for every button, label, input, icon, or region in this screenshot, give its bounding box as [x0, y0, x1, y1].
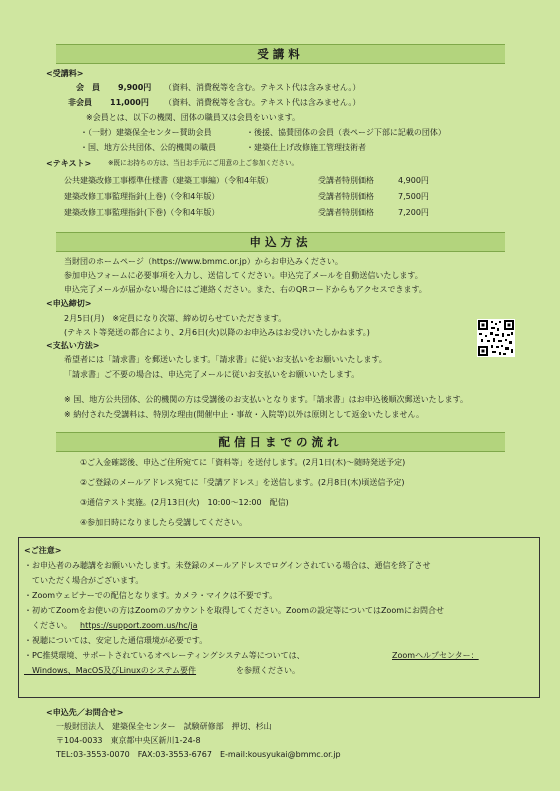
textbook-name: 建築改修工事監理指針(下巻)（令和4年版） — [64, 208, 220, 217]
payment-heading: <支払い方法> — [46, 341, 100, 350]
zoom-help-link[interactable]: Zoomヘルプセンター： — [392, 651, 479, 660]
textbook-price: 7,200円 — [398, 208, 429, 217]
member-price: 9,900円 — [118, 83, 152, 92]
deadline-heading: <申込締切> — [46, 299, 92, 308]
notice-line: ていただく場合がございます。 — [24, 576, 144, 585]
text-heading: <テキスト> — [46, 159, 92, 168]
notice-line: ・お申込者のみ聴講をお願いいたします。未登録のメールアドレスでログインされている場合は、通信を終了させ — [24, 561, 431, 570]
apply-note: ※ 国、地方公共団体、公的機関の方は受講後のお支払いとなります。「請求書」はお申込後順次郵送いたします。 — [64, 395, 468, 404]
section-title-fee: 受講料 — [56, 44, 505, 64]
payment-line: 「請求書」ご不要の場合は、申込完了メールに従いお支払いをお願いいたします。 — [64, 370, 360, 379]
notice-line: ・初めてZoomをお使いの方はZoomのアカウントを取得してください。Zoomの設定等についてはZoomにお問合せ — [24, 606, 445, 615]
qr-code[interactable] — [477, 319, 515, 357]
section-title-flow: 配信日までの流れ — [56, 432, 505, 452]
notice-line: ・視聴については、安定した通信環境が必要です。 — [24, 636, 208, 645]
text-note: ※既にお持ちの方は、当日お手元にご用意の上ご参加ください。 — [108, 159, 299, 167]
textbook-price-label: 受講者特別価格 — [318, 176, 374, 185]
textbook-price-label: 受講者特別価格 — [318, 192, 374, 201]
member-label: 会 員 — [76, 83, 100, 92]
textbook-price: 4,900円 — [398, 176, 429, 185]
textbook-name: 公共建築改修工事標準仕様書（建築工事編）（令和4年版） — [64, 176, 274, 185]
flow-step: ③通信テスト実施。(2月13日(火) 10:00～12:00 配信) — [80, 498, 289, 507]
textbook-price-label: 受講者特別価格 — [318, 208, 374, 217]
contact-tel: TEL:03-3553-0070 FAX:03-3553-6767 E-mail:kousyukai@bmmc.or.jp — [56, 750, 341, 759]
nonmember-price: 11,000円 — [110, 98, 149, 107]
member-definition: ※会員とは、以下の機関、団体の職員又は会員をいいます。 — [86, 113, 301, 122]
contact-address: 〒104-0033 東京都中央区新川1-24-8 — [56, 736, 201, 745]
notice-line: ・PC推奨環境、サポートされているオペレーティングシステム等については、 — [24, 651, 305, 660]
notice-line: ください。 — [24, 621, 72, 630]
payment-line: 希望者には「請求書」を郵送いたします。「請求書」に従いお支払いをお願いいたします。 — [64, 355, 387, 364]
member-type: ・（一財）建築保全センター賛助会員 — [80, 128, 212, 137]
apply-line: 参加申込フォームに必要事項を入力し、送信してください。申込完了メールを自動送信いたします。 — [64, 271, 423, 280]
apply-line: 申込完了メールが届かない場合にはご連絡ください。また、右のQRコードからもアクセスできます。 — [64, 285, 427, 294]
section-title-apply: 申込方法 — [56, 232, 505, 252]
member-type: ・後援、協賛団体の会員（表ページ下部に記載の団体） — [246, 128, 446, 137]
textbook-price: 7,500円 — [398, 192, 429, 201]
nonmember-note: （資料、消費税等を含む。テキスト代は含みません。） — [164, 98, 361, 107]
zoom-support-link[interactable]: https://support.zoom.us/hc/ja — [80, 621, 198, 630]
member-type: ・国、地方公共団体、公的機関の職員 — [80, 143, 216, 152]
flow-step: ④参加日時になりましたら受講してください。 — [80, 518, 248, 527]
contact-heading: <申込先／お問合せ> — [46, 708, 124, 717]
deadline-note: (テキスト等発送の都合により、2月6日(火)以降のお申込みはお受けいたしかねます。) — [64, 328, 370, 337]
textbook-name: 建築改修工事監理指針(上巻)（令和4年版） — [64, 192, 220, 201]
apply-note: ※ 納付された受講料は、特別な理由(開催中止・事故・入院等)以外は原則として返金いたしません。 — [64, 410, 424, 419]
flow-step: ①ご入金確認後、申込ご住所宛てに「資料等」を送付します。(2月1日(木)～随時発送予定) — [80, 458, 406, 467]
apply-line: 当財団のホームページ（https://www.bmmc.or.jp）からお申込みください。 — [64, 257, 343, 266]
notice-line: を参照ください。 — [236, 666, 300, 675]
fee-heading: <受講料> — [46, 69, 84, 78]
system-requirements-link[interactable]: Windows、MacOS及びLinuxのシステム要件 — [24, 666, 197, 675]
member-type: ・建築仕上げ改修施工管理技術者 — [246, 143, 366, 152]
deadline: 2月5日(月) ※定員になり次第、締め切らせていただきます。 — [64, 314, 287, 323]
notice-line: ・Zoomウェビナーでの配信となります。カメラ・マイクは不要です。 — [24, 591, 278, 600]
contact-org: 一般財団法人 建築保全センター 試験研修部 押切、杉山 — [56, 722, 272, 731]
flow-step: ②ご登録のメールアドレス宛てに「受講アドレス」を送信します。(2月8日(木)頃送信予定) — [80, 478, 405, 487]
notice-heading: <ご注意> — [24, 546, 62, 555]
member-note: （資料、消費税等を含む。テキスト代は含みません。） — [164, 83, 361, 92]
nonmember-label: 非会員 — [68, 98, 92, 107]
